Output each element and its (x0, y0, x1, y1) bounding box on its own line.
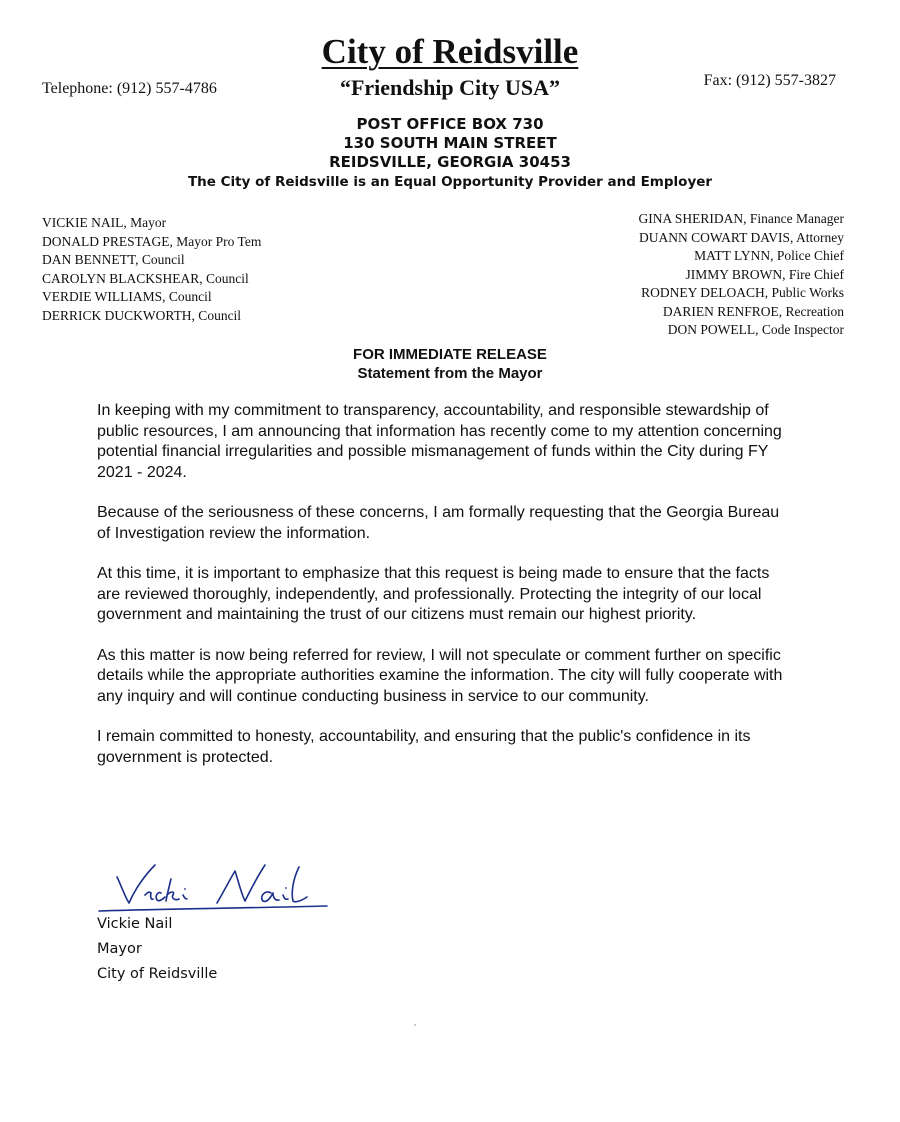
council-list (42, 214, 261, 325)
release-heading: FOR IMMEDIATE RELEASE (353, 346, 547, 363)
signature-block (97, 912, 217, 987)
signer-organization: City of Reidsville (97, 966, 218, 982)
staff-entry: DUANN COWART DAVIS, Attorney (639, 229, 844, 245)
equal-opportunity-statement: The City of Reidsville is an Equal Opportunity Provider and Employer (187, 174, 713, 190)
release-subheading: Statement from the Mayor (357, 365, 543, 382)
address-line: 130 SOUTH MAIN STREET (343, 134, 557, 152)
body-paragraph: In keeping with my commitment to transparency, accountability, and responsible stewardship of public resources, I am announcing that information has recently come to my attention concerning potential financial irregularities and possible mismanagement of funds within the City during FY 2021 - 2024. (97, 402, 782, 481)
body-paragraph: At this time, it is important to emphasize that this request is being made to ensure that the facts are reviewed thoroughly, independently, and professionally. Protecting the integrity of our local government and maintaining the trust of our citizens must remain our highest priority. (97, 565, 770, 623)
official-entry: DERRICK DUCKWORTH, Council (42, 307, 242, 323)
body-paragraph: I remain committed to honesty, accountability, and ensuring that the public's confidence in its government is protected. (97, 728, 751, 766)
city-name: City of Reidsville (321, 32, 579, 71)
signer-title: Mayor (97, 941, 142, 957)
official-entry: VERDIE WILLIAMS, Council (42, 289, 212, 304)
staff-entry: JIMMY BROWN, Fire Chief (685, 266, 844, 282)
staff-entry: GINA SHERIDAN, Finance Manager (638, 211, 844, 226)
body-paragraph: As this matter is now being referred for review, I will not speculate or comment further on specific details while the appropriate authorities examine the information. The city will fully cooperate with any inquiry and will continue conducting business in service to our community. (97, 646, 783, 705)
staff-entry: RODNEY DELOACH, Public Works (641, 285, 844, 300)
address-line: POST OFFICE BOX 730 (356, 115, 544, 133)
city-title (0, 32, 900, 72)
release-header (0, 345, 900, 383)
body-paragraph: Because of the seriousness of these concerns, I am formally requesting that the Georgia Bureau of Investigation review the information. (97, 504, 780, 542)
staff-entry: MATT LYNN, Police Chief (694, 248, 844, 263)
city-motto: “Friendship City USA” (339, 75, 561, 100)
official-entry: DONALD PRESTAGE, Mayor Pro Tem (42, 233, 262, 249)
scan-speck (414, 1024, 416, 1026)
address-line: REIDSVILLE, GEORGIA 30453 (329, 153, 571, 171)
telephone-number: Telephone: (912) 557-4786 (42, 80, 217, 97)
mailing-address (0, 115, 900, 192)
official-entry: VICKIE NAIL, Mayor (42, 215, 167, 230)
statement-body (97, 401, 787, 788)
signer-name: Vickie Nail (97, 916, 173, 932)
handwritten-signature (95, 855, 345, 915)
staff-entry: DON POWELL, Code Inspector (667, 322, 844, 337)
official-entry: CAROLYN BLACKSHEAR, Council (42, 270, 249, 286)
staff-entry: DARIEN RENFROE, Recreation (662, 303, 844, 319)
official-entry: DAN BENNETT, Council (42, 252, 185, 267)
staff-list (639, 210, 844, 340)
fax-number: Fax: (912) 557-3827 (703, 72, 836, 89)
